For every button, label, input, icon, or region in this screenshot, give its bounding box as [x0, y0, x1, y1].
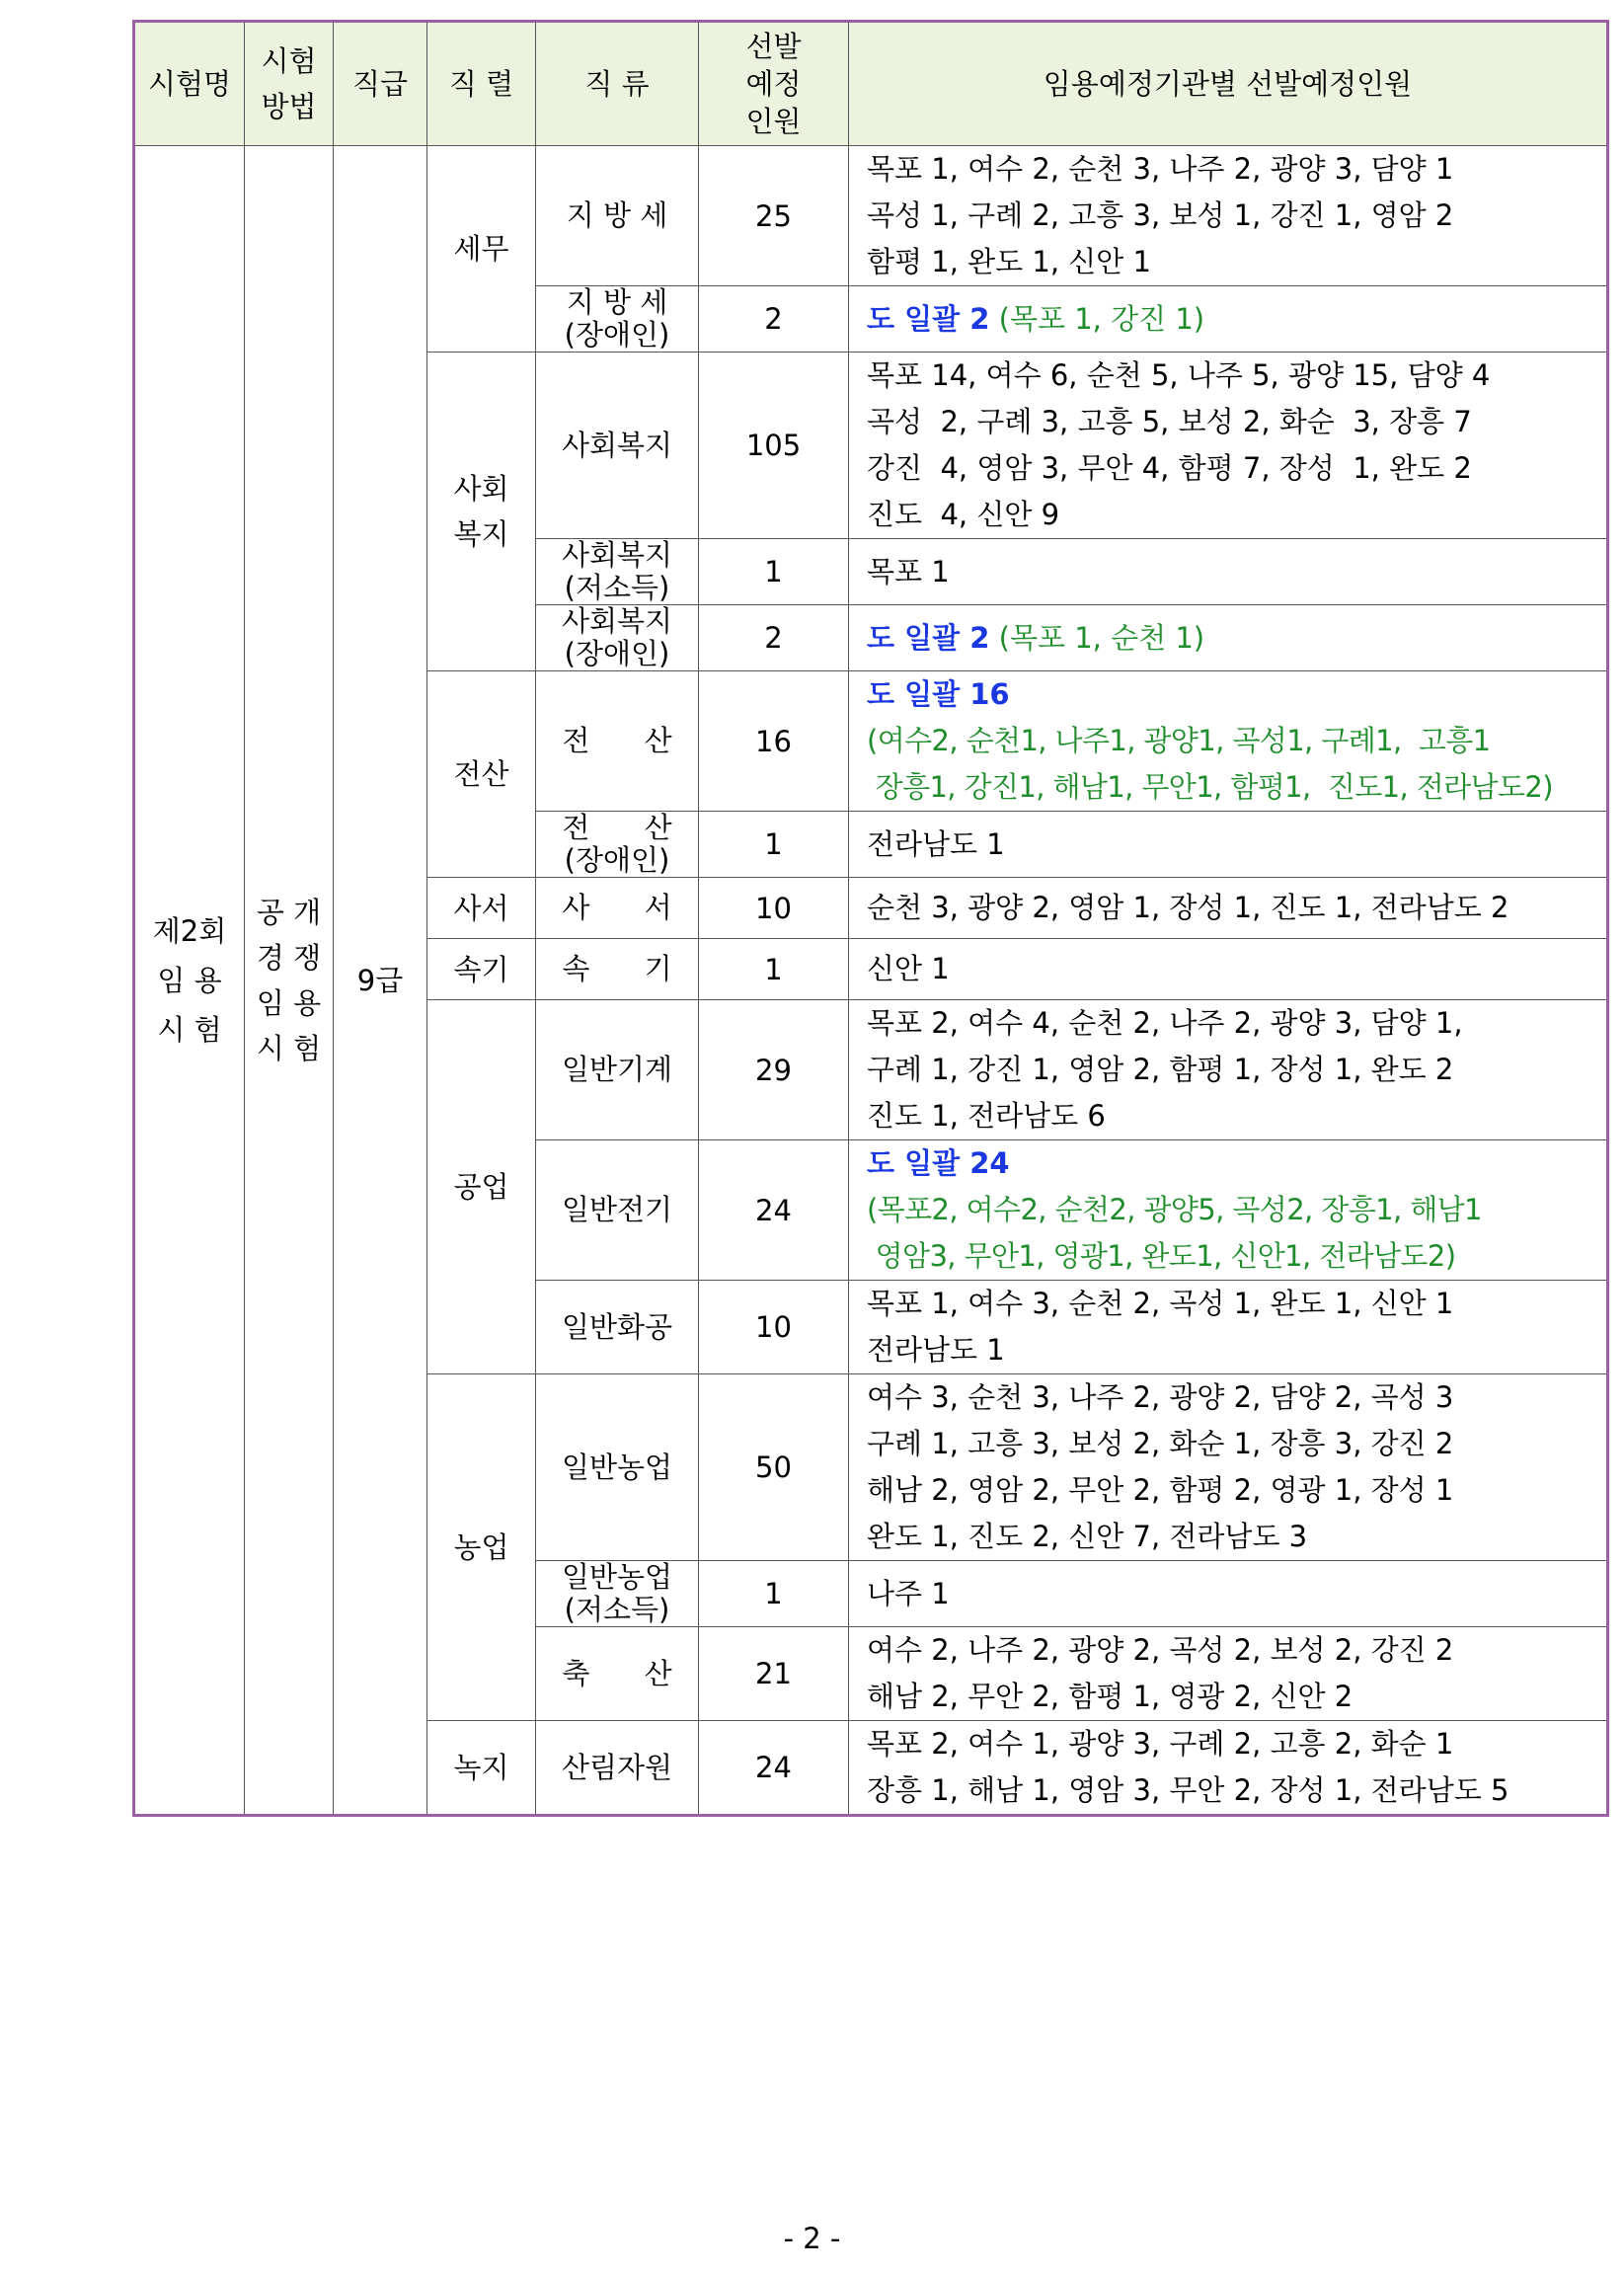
allocation-line: 여수 3, 순천 3, 나주 2, 광양 2, 담양 2, 곡성 3: [867, 1380, 1454, 1414]
agency-allocation-cell: [849, 1627, 1608, 1721]
count-cell: 2: [699, 286, 849, 353]
category-label: 일반전기: [561, 1193, 673, 1226]
count-cell: 29: [699, 1000, 849, 1140]
series-cell: [427, 146, 536, 353]
series-cell: [427, 1374, 536, 1721]
count-cell: 2: [699, 605, 849, 671]
count-cell: 1: [699, 539, 849, 605]
category-label: 산림자원: [561, 1750, 673, 1784]
allocation-line: 완도 1, 진도 2, 신안 7, 전라남도 3: [867, 1520, 1308, 1553]
count-cell: 1: [699, 1561, 849, 1627]
category-label: 사회복지: [561, 604, 673, 638]
category-label: 사 서: [562, 891, 672, 924]
header-planned-count-line: 예정: [745, 67, 802, 101]
agency-allocation-cell: [849, 1721, 1608, 1816]
table-row: [134, 146, 1608, 286]
exam-name-line: 시 험: [157, 1012, 222, 1047]
header-category: 직 류: [536, 22, 699, 146]
header-exam-method-line: 방법: [261, 90, 317, 123]
allocation-line: 목포 2, 여수 4, 순천 2, 나주 2, 광양 3, 담양 1,: [867, 1006, 1463, 1040]
allocation-line: 해남 2, 영암 2, 무안 2, 함평 2, 영광 1, 장성 1: [867, 1473, 1454, 1507]
count-cell: 25: [699, 146, 849, 286]
page-number: - 2 -: [783, 2222, 841, 2255]
header-row: [134, 22, 1608, 146]
category-cell: [536, 812, 699, 878]
grade-cell: 9급: [334, 146, 427, 1816]
allocation-line: 해남 2, 무안 2, 함평 1, 영광 2, 신안 2: [867, 1680, 1353, 1713]
category-label: 속 기: [562, 952, 672, 985]
bulk-allocation-line: [867, 671, 1600, 718]
series-label: 복지: [453, 517, 509, 551]
allocation-line: 신안 1: [867, 952, 950, 985]
category-label: (저소득): [564, 571, 670, 604]
agency-allocation-cell: [849, 1281, 1608, 1374]
allocation-line: 목포 1, 여수 3, 순천 2, 곡성 1, 완도 1, 신안 1: [867, 1287, 1454, 1320]
allocation-line: 여수 2, 나주 2, 광양 2, 곡성 2, 보성 2, 강진 2: [867, 1633, 1454, 1667]
exam-method-line: 공 개: [256, 895, 322, 929]
allocation-line: 진도 4, 신안 9: [867, 498, 1060, 531]
allocation-line: 목포 2, 여수 1, 광양 3, 구례 2, 고흥 2, 화순 1: [867, 1727, 1454, 1761]
series-cell: [427, 1721, 536, 1816]
agency-allocation-cell: [849, 671, 1608, 812]
category-label: 사회복지: [561, 538, 673, 572]
header-exam-method-line: 시험: [261, 44, 317, 78]
allocation-line: 구례 1, 강진 1, 영암 2, 함평 1, 장성 1, 완도 2: [867, 1053, 1454, 1086]
series-label: 세무: [453, 232, 509, 266]
series-cell: [427, 878, 536, 939]
category-cell: [536, 671, 699, 812]
series-label: 녹지: [453, 1751, 509, 1784]
exam-name-line: 제2회: [152, 913, 227, 948]
agency-allocation-cell: [849, 1140, 1608, 1281]
bulk-breakdown-line: 영암3, 무안1, 영광1, 완도1, 신안1, 전라남도2): [867, 1239, 1456, 1273]
allocation-line: 목포 1: [867, 554, 950, 588]
count-cell: 16: [699, 671, 849, 812]
header-planned-count: [699, 22, 849, 146]
bulk-breakdown-line: 장흥1, 강진1, 해남1, 무안1, 함평1, 진도1, 전라남도2): [867, 770, 1553, 804]
allocation-line: 함평 1, 완도 1, 신안 1: [867, 245, 1151, 278]
category-cell: [536, 878, 699, 939]
bulk-breakdown: (목포 1, 강진 1): [998, 301, 1205, 336]
allocation-line: 곡성 2, 구례 3, 고흥 5, 보성 2, 화순 3, 장흥 7: [867, 405, 1472, 438]
header-by-agency: 임용예정기관별 선발예정인원: [849, 22, 1608, 146]
header-grade: 직급: [334, 22, 427, 146]
series-label: 전산: [453, 757, 509, 791]
series-cell: [427, 353, 536, 671]
category-cell: [536, 1627, 699, 1721]
exam-method-cell: [245, 146, 334, 1816]
header-exam-method: [245, 22, 334, 146]
allocation-line: 전라남도 1: [867, 1333, 1005, 1367]
allocation-line: 강진 4, 영암 3, 무안 4, 함평 7, 장성 1, 완도 2: [867, 451, 1472, 485]
series-cell: [427, 939, 536, 1000]
agency-allocation-cell: [849, 605, 1608, 671]
allocation-line: 전라남도 1: [867, 826, 1005, 861]
exam-name-cell: [134, 146, 245, 1816]
category-label: 일반농업: [561, 1560, 673, 1594]
agency-allocation-cell: [849, 1000, 1608, 1140]
category-cell: [536, 1000, 699, 1140]
agency-allocation-cell: [849, 939, 1608, 1000]
series-label: 사서: [453, 891, 509, 925]
category-label: (장애인): [564, 637, 670, 670]
category-label: 축 산: [562, 1656, 672, 1690]
agency-allocation-cell: [849, 353, 1608, 539]
count-cell: 105: [699, 353, 849, 539]
bulk-total: 도 일괄 24: [867, 1146, 1010, 1180]
series-label: 속기: [453, 952, 509, 986]
category-label: (장애인): [564, 318, 670, 352]
series-label: 농업: [453, 1530, 509, 1564]
bulk-breakdown-line: (여수2, 순천1, 나주1, 광양1, 곡성1, 구례1, 고흥1: [867, 724, 1491, 757]
header-exam-name: 시험명: [134, 22, 245, 146]
header-series: 직 렬: [427, 22, 536, 146]
category-cell: [536, 1281, 699, 1374]
count-cell: 50: [699, 1374, 849, 1561]
category-label: 일반화공: [561, 1309, 673, 1344]
bulk-total: 도 일괄 2: [867, 301, 990, 336]
count-cell: 1: [699, 812, 849, 878]
category-cell: [536, 939, 699, 1000]
agency-allocation-cell: [849, 539, 1608, 605]
allocation-line: 순천 3, 광양 2, 영암 1, 장성 1, 진도 1, 전라남도 2: [867, 891, 1509, 924]
category-label: 전 산: [562, 724, 672, 757]
series-cell: [427, 1000, 536, 1374]
count-cell: 21: [699, 1627, 849, 1721]
category-cell: [536, 539, 699, 605]
series-label: 공업: [453, 1170, 509, 1204]
agency-allocation-cell: [849, 812, 1608, 878]
allocation-line: 곡성 1, 구례 2, 고흥 3, 보성 1, 강진 1, 영암 2: [867, 198, 1454, 232]
category-label: (장애인): [564, 843, 670, 877]
count-cell: 10: [699, 878, 849, 939]
count-cell: 24: [699, 1721, 849, 1816]
bulk-allocation-line: [867, 296, 1600, 343]
series-cell: [427, 671, 536, 878]
bulk-total: 도 일괄 2: [867, 620, 990, 655]
recruitment-table: [132, 20, 1609, 1817]
category-label: 사회복지: [561, 428, 673, 462]
agency-allocation-cell: [849, 1561, 1608, 1627]
bulk-breakdown-line: (목포2, 여수2, 순천2, 광양5, 곡성2, 장흥1, 해남1: [867, 1193, 1482, 1226]
agency-allocation-cell: [849, 878, 1608, 939]
exam-method-line: 시 험: [256, 1031, 322, 1065]
allocation-line: 구례 1, 고흥 3, 보성 2, 화순 1, 장흥 3, 강진 2: [867, 1427, 1454, 1460]
bulk-allocation-line: [867, 1140, 1600, 1187]
exam-name-line: 임 용: [157, 963, 222, 997]
allocation-line: 목포 14, 여수 6, 순천 5, 나주 5, 광양 15, 담양 4: [867, 358, 1491, 392]
count-cell: 1: [699, 939, 849, 1000]
category-cell: [536, 1721, 699, 1816]
category-label: 지 방 세: [566, 198, 668, 232]
category-cell: [536, 353, 699, 539]
header-planned-count-line: 선발: [745, 30, 802, 63]
allocation-line: 나주 1: [867, 1576, 950, 1610]
count-cell: 10: [699, 1281, 849, 1374]
category-cell: [536, 146, 699, 286]
exam-method-line: 임 용: [256, 985, 322, 1020]
category-cell: [536, 605, 699, 671]
category-cell: [536, 1140, 699, 1281]
exam-method-line: 경 쟁: [256, 940, 322, 975]
allocation-line: 진도 1, 전라남도 6: [867, 1099, 1106, 1133]
category-cell: [536, 286, 699, 353]
category-cell: [536, 1561, 699, 1627]
agency-allocation-cell: [849, 146, 1608, 286]
series-label: 사회: [453, 472, 509, 506]
category-label: 지 방 세: [566, 285, 668, 319]
category-label: 전 산: [562, 811, 672, 844]
bulk-breakdown: (목포 1, 순천 1): [998, 620, 1205, 655]
agency-allocation-cell: [849, 1374, 1608, 1561]
category-label: 일반농업: [561, 1450, 673, 1484]
count-cell: 24: [699, 1140, 849, 1281]
allocation-line: 목포 1, 여수 2, 순천 3, 나주 2, 광양 3, 담양 1: [867, 152, 1454, 186]
bulk-total: 도 일괄 16: [867, 677, 1010, 711]
bulk-allocation-line: [867, 615, 1600, 662]
category-cell: [536, 1374, 699, 1561]
agency-allocation-cell: [849, 286, 1608, 353]
allocation-line: 장흥 1, 해남 1, 영암 3, 무안 2, 장성 1, 전라남도 5: [867, 1773, 1509, 1807]
header-planned-count-line: 인원: [745, 105, 802, 138]
category-label: 일반기계: [561, 1053, 673, 1086]
category-label: (저소득): [564, 1593, 670, 1626]
